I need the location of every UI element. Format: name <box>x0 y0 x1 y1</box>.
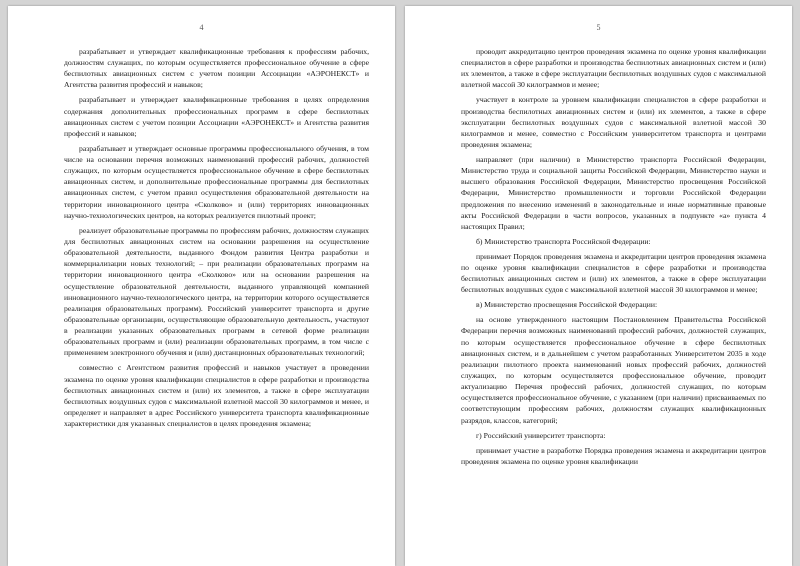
document-page-right <box>405 6 792 566</box>
page-number: 5 <box>596 23 601 32</box>
paragraph: принимает Порядок проведения экзамена и аккредитации центров проведения экзамена по оценке уровня квалификации специалистов в сфере разработки и производства беспилотных авиационных систем и (или) их элементов, а также в сфере эксплуатации беспилотных воздушных судов с максимальной взлетной массой 30 килограммов и менее; <box>461 251 766 295</box>
page-number: 4 <box>199 23 204 32</box>
paragraph: проводит аккредитацию центров проведения экзамена по оценке уровня квалификации специалистов в сфере разработки и производства беспилотных авиационных систем и (или) их элементов, а также в сфере эксплуатации беспилотных воздушных судов с максимальной взлетной массой 30 килограммов и менее; <box>461 47 766 90</box>
page-body <box>461 46 766 471</box>
paragraph: совместно с Агентством развития профессий и навыков участвует в проведении экзамена по оценке уровня квалификации специалистов в сфере разработки и производства беспилотных авиационных систем и (или) их элементов, а также в сфере эксплуатации беспилотных воздушных судов с максимальной взлетной массой 30 килограммов и менее, и определяет и направляет в адрес Российского университета транспорта квалификационные характеристики для указанных специалистов в целях проведения экзамена; <box>64 363 369 429</box>
paragraph: разрабатывает и утверждает квалификационные требования к профессиям рабочих, должностям служащих, по которым осуществляется профессиональное обучение в сфере беспилотных авиационных систем с учетом позиции Ассоциации «АЭРОНЕКСТ» и Агентства развития профессий и навыков; <box>64 47 369 90</box>
paragraph: принимает участие в разработке Порядка проведения экзамена и аккредитации центров проведения экзамена по оценке уровня квалификации <box>461 445 766 466</box>
subsection-heading: г) Российский университет транспорта: <box>476 430 606 440</box>
paragraph: разрабатывает и утверждает квалификационные требования в целях определения содержания дополнительных профессиональных программ в сфере беспилотных авиационных систем с учетом позиции Ассоциации «АЭРОНЕКСТ» и Агентства развития профессий и навыков; <box>64 95 369 138</box>
subsection-heading: б) Министерство транспорта Российской Федерации: <box>476 236 651 246</box>
document-page-left <box>8 6 395 566</box>
paragraph: участвует в контроле за уровнем квалификации специалистов в сфере разработки и производства беспилотных авиационных систем и (или) их элементов, а также в сфере эксплуатации беспилотных воздушных судов с максимальной взлетной массой 30 килограммов и менее, совместно с Российским университетом транспорта и центрами проведения экзамена; <box>461 95 766 150</box>
paragraph: на основе утвержденного настоящим Постановлением Правительства Российской Федерации перечня возможных наименований профессий рабочих, должностей служащих, по которым осуществляется профессиональное обучение в сфере беспилотных авиационных систем, и в дальнейшем с учетом разработанных Университетом 2035 в ходе реализации пилотного проекта наименований новых профессий рабочих, должностей служащих, по которым осуществляется профессиональное обучение, проводит актуализацию Перечня профессий рабочих, должностей служащих, по которым осуществляется профессиональное обучение, с указанием (при наличии) присваиваемых по соответствующим профессиям рабочих, должностям служащих квалификационных разрядов, классов, категорий; <box>461 315 766 425</box>
page-body <box>64 46 369 433</box>
paragraph: направляет (при наличии) в Министерство транспорта Российской Федерации, Министерство труда и социальной защиты Российской Федерации, Министерство науки и высшего образования Российской Федерации, Министерство просвещения Российской Федерации, Министерство промышленности и торговли Российской Федерации предложения по внесению изменений в законодательные и иные нормативные правовые акты Российской Федерации в части вопросов, указанных в подпункте «а» пункта 4 настоящих Правил; <box>461 155 766 231</box>
paragraph: разрабатывает и утверждает основные программы профессионального обучения, в том числе на основании перечня возможных наименований профессий рабочих, должностей служащих, по которым осуществляется профессиональное обучение в сфере беспилотных авиационных систем, и дополнительные профессиональные программы для беспилотных авиационных систем, с учетом правил осуществления образовательной деятельности на территории инновационного центра «Сколково» и (или) территориях инновационных научно-технологических центров, на которых реализуется пилотный проект; <box>64 143 369 220</box>
paragraph: реализует образовательные программы по профессиям рабочих, должностям служащих для беспилотных авиационных систем на основании разрешения на осуществление образовательной деятельности, выданного Фондом развития Центра разработки и коммерциализации новых технологий; – при реализации образовательных программ на территории инновационного центра «Сколково» или на основании разрешения на осуществление образовательной деятельности, выданного управляющей компанией инновационного научно-технологического центра, на территории которого осуществляется реализация образовательных программ). Российский университет транспорта и другие образовательные организации, осуществляющие образовательную деятельность, участвуют в реализации указанных образовательных программ в сетевой форме реализации образовательных программ и (или) реализации образовательных программ, в том числе с применением электронного обучения и (или) дистанционных образовательных технологий; <box>64 225 369 358</box>
subsection-heading: в) Министерство просвещения Российской Федерации: <box>476 300 658 310</box>
